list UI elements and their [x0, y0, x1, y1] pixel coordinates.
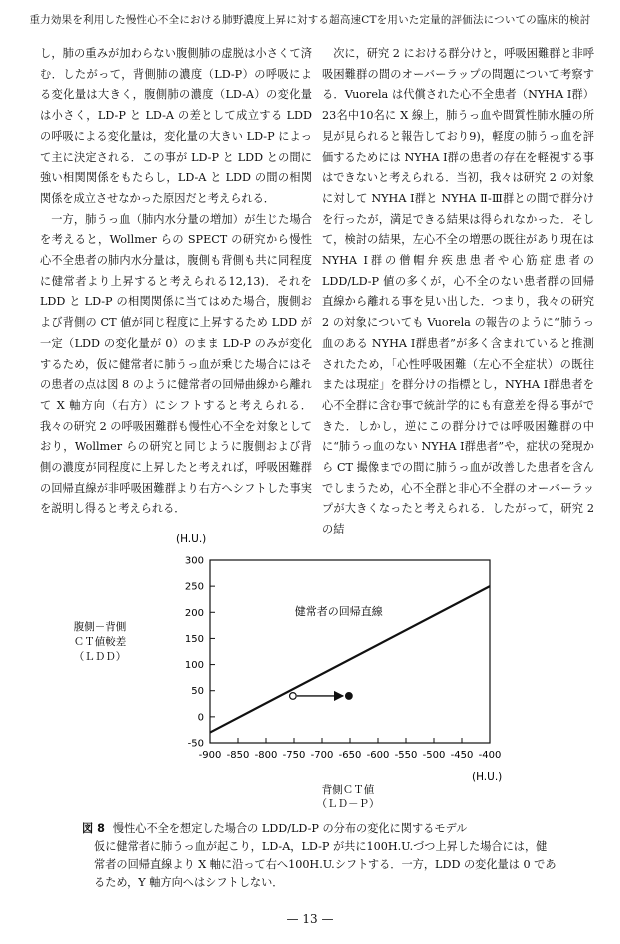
y-tick-label: 200 — [184, 607, 204, 619]
running-header: 重力効果を利用した慢性心不全における肺野濃度上昇に対する超高速CTを用いた定量的評価法についての臨床的検討 — [29, 14, 591, 26]
figure-8 — [40, 518, 600, 818]
x-tick-label: -600 — [366, 750, 390, 761]
x-tick-label: -500 — [422, 750, 446, 761]
regression-chart — [40, 518, 600, 818]
y-axis-title-line: 腹側－背側 — [73, 621, 127, 633]
caption-title: 慢性心不全を想定した場合の LDD/LD-P の分布の変化に関するモデル — [112, 822, 468, 835]
x-axis-unit: (H.U.) — [472, 771, 503, 783]
left-paragraph-1: し，肺の重みが加わらない腹側肺の虚脱は小さくて済む．したがって，背側肺の濃度（LD-P）の呼吸による変化量は大きく，腹側肺の濃度（LD-A）の変化量は小さく，LD-P と LD-A の差として成立する LDD の呼吸による変化量は，変化量の大きい LD-P によって主に決定される．この事が LD-P と LDD との間に強い相関関係をもたらし，LD-A と LDD の間の相関関係を成立させなかった原因だと考えられる． — [40, 47, 312, 205]
y-tick-label: 150 — [184, 633, 204, 645]
right-column — [322, 44, 594, 541]
x-tick-label: -400 — [478, 750, 502, 761]
y-tick-label: 50 — [191, 686, 204, 698]
left-column — [40, 44, 312, 520]
y-axis-title-line: （ＬＤＤ） — [73, 651, 127, 663]
x-tick-label: -750 — [282, 750, 306, 761]
x-axis-title-line: 背側ＣＴ値 — [321, 784, 375, 796]
plot-frame — [210, 560, 490, 743]
page-number: — 13 — — [286, 912, 334, 926]
y-tick-label: 250 — [184, 581, 204, 593]
x-axis-title — [317, 783, 380, 810]
x-tick-label: -700 — [310, 750, 334, 761]
x-tick-label: -850 — [226, 750, 250, 761]
y-tick-label: 100 — [184, 660, 204, 672]
y-axis-unit: (H.U.) — [176, 533, 207, 545]
shifted-point — [346, 693, 353, 700]
x-tick-label: -900 — [198, 750, 222, 761]
right-paragraph-1: 次に，研究 2 における群分けと，呼吸困難群と非呼吸困難群の間のオーバーラップの問題について考察する．Vuorela は代償された心不全患者（NYHA Ⅰ群）23名中10名に X 線上，肺うっ血や間質性肺水腫の所見が見られると報告しており9)，軽度の肺うっ血を評価するためには NYHA Ⅰ群の患者の存在を軽視する事はできないと考えられる．当初，我々は研究 2 の対象に対して NYHA Ⅰ群と NYHA Ⅱ-Ⅲ群との間で群分けを行ったが，満足できる結果は得られなかった．そして，検討の結果，左心不全の増悪の既往があり現在は NYHA Ⅰ群の僧帽弁疾患患者や心筋症患者の LDD/LD-P 値の多くが，心不全のない患者群の回帰直線から離れる事を見い出した．つまり，我々の研究 2 の対象についても Vuorela の報告のように“肺うっ血のある NYHA Ⅰ群患者”が多く含まれていると推測されたため，「心性呼吸困難（左心不全症状）の既往または現症」を群分けの指標とし，NYHA Ⅰ群患者を心不全群に含む事で統計学的にも有意差を得る事ができた．しかし，逆にこの群分けでは呼吸困難群の中に“肺うっ血のない NYHA Ⅰ群患者”や，症状の発現から CT 撮像までの間に肺うっ血が改善した患者を含んでしまうため，心不全群と非心不全群のオーバーラップが大きくなったと考えられる．したがって，研究 2 の結 — [322, 47, 594, 537]
figure-label: 図 8 — [82, 822, 105, 835]
original-point — [290, 693, 297, 700]
y-tick-label: 300 — [184, 555, 204, 567]
y-tick-label: -50 — [187, 738, 204, 750]
figure-caption — [82, 820, 582, 892]
x-tick-label: -650 — [338, 750, 362, 761]
x-tick-label: -450 — [450, 750, 474, 761]
caption-line-2: 常者の回帰直線より X 軸に沿って右へ100H.U.シフトする．一方，LDD の変化量は 0 であ — [94, 858, 557, 871]
y-axis-title-line: ＣＴ値較差 — [73, 636, 127, 648]
regression-line-label: 健常者の回帰直線 — [294, 604, 383, 618]
x-tick-label: -800 — [254, 750, 278, 761]
x-axis-title-line: （ＬＤ－Ｐ） — [316, 798, 380, 810]
x-tick-label: -550 — [394, 750, 418, 761]
caption-line-3: るため，Y 軸方向へはシフトしない． — [94, 876, 284, 889]
y-axis-title — [74, 620, 127, 663]
left-paragraph-2: 一方，肺うっ血（肺内水分量の増加）が生じた場合を考えると，Wollmer らの SPECT の研究から慢性心不全患者の肺内水分量は，腹側も背側も共に同程度に健常者より上昇すると考えられる12,13)．それを LDD と LD-P の相関関係に当てはめた場合，腹側および背側の CT 値が同じ程度に上昇するため LDD が一定（LDD の変化量が 0）のまま LD-P のみが変化するため，仮に健常者に肺うっ血が乗じた場合にはその患者の点は図 8 のように健常者の回帰曲線から離れて X 軸方向（右方）にシフトすると考えられる．我々の研究 2 の呼吸困難群も慢性心不全を対象としており，Wollmer らの研究と同じように腹側および背側の濃度が同程度に上昇したと考えれば，呼吸困難群の回帰直線が非呼吸困難群より右方へシフトした事実を説明し得ると考えられる． — [40, 212, 312, 516]
y-tick-label: 0 — [197, 712, 204, 724]
caption-line-1: 仮に健常者に肺うっ血が起こり，LD-A，LD-P が共に100H.U.づつ上昇した場合には，健 — [94, 840, 548, 853]
